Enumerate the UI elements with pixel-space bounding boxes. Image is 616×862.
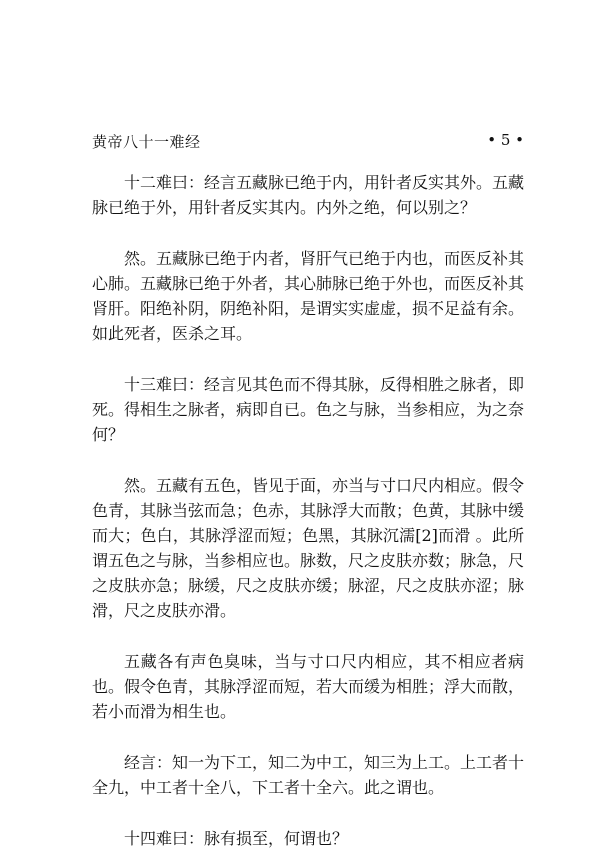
paragraph-classic-says: 经言：知一为下工，知二为中工，知三为上工。上工者十全九，中工者十全八，下工者十全六。此之谓也。	[92, 753, 525, 797]
book-title: 黄帝八十一难经	[92, 133, 201, 151]
running-header	[92, 131, 524, 153]
paragraph-thirteenth-question: 十三难曰：经言见其色而不得其脉，反得相胜之脉者，即死。得相生之脉者，病即自已。色之与脉，当参相应，为之奈何？	[92, 375, 525, 444]
paragraph-twelfth-answer: 然。五藏脉已绝于内者，肾肝气已绝于内也，而医反补其心肺。五藏脉已绝于外者，其心肺脉已绝于外也，而医反补其肾肝。阳绝补阴，阴绝补阳，是谓实实虚虚，损不足益有余。如此死者，医杀之耳。	[92, 249, 525, 343]
paragraph-five-organs: 五藏各有声色臭味，当与寸口尺内相应，其不相应者病也。假令色青，其脉浮涩而短，若大而缓为相胜；浮大而散，若小而滑为相生也。	[92, 652, 525, 721]
paragraph-fourteenth-question: 十四难曰：脉有损至，何谓也？	[124, 829, 349, 848]
page-number: • 5 •	[487, 131, 524, 149]
paragraph-thirteenth-answer: 然。五藏有五色，皆见于面，亦当与寸口尺内相应。假令色青，其脉当弦而急；色赤，其脉浮大而散；色黄，其脉中缓而大；色白，其脉浮涩而短；色黑，其脉沉濡[2]而滑 。此所谓五色之与脉，当参相应也。脉数，尺之皮肤亦数；脉急，尺之皮肤亦急；脉缓，尺之皮肤亦缓；脉涩，尺之皮肤亦涩；脉滑，尺之皮肤亦滑。	[92, 476, 525, 620]
paragraph-twelfth-question: 十二难曰：经言五藏脉已绝于内，用针者反实其外。五藏脉已绝于外，用针者反实其内。内外之绝，何以别之？	[92, 173, 525, 217]
body-text	[92, 170, 524, 851]
